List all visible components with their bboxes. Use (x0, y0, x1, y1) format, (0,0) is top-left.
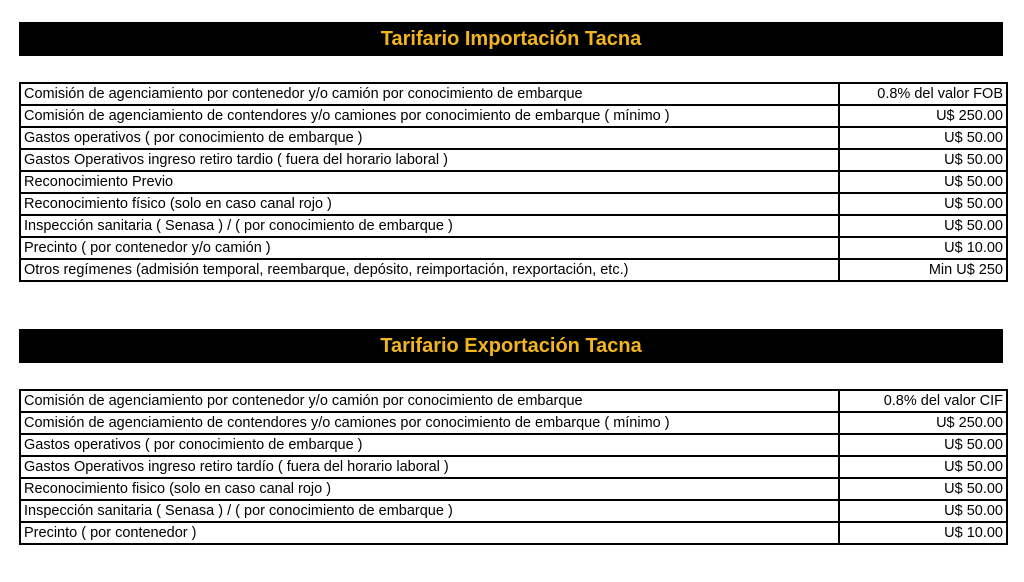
table-row (20, 412, 1007, 434)
row-description: Precinto ( por contenedor y/o camión ) (20, 237, 839, 259)
row-price: U$ 50.00 (839, 171, 1007, 193)
row-description: Comisión de agenciamiento de contendores y/o camiones por conocimiento de embarque ( mínimo ) (20, 105, 839, 127)
table-row (20, 390, 1007, 412)
row-price: U$ 250.00 (839, 412, 1007, 434)
row-price: U$ 50.00 (839, 215, 1007, 237)
table-row (20, 215, 1007, 237)
row-description: Gastos operativos ( por conocimiento de embarque ) (20, 434, 839, 456)
import-tariff-table (19, 82, 1008, 282)
export-tariff-table (19, 389, 1008, 545)
import-title: Tarifario Importación Tacna (380, 27, 642, 50)
row-description: Otros regímenes (admisión temporal, reembarque, depósito, reimportación, rexportación, etc.) (20, 259, 839, 281)
row-price: U$ 250.00 (839, 105, 1007, 127)
row-description: Reconocimiento fisico (solo en caso canal rojo ) (20, 478, 839, 500)
import-title-banner (19, 22, 1003, 56)
table-row (20, 434, 1007, 456)
table-row (20, 237, 1007, 259)
row-price: U$ 10.00 (839, 522, 1007, 544)
table-row (20, 83, 1007, 105)
row-description: Precinto ( por contenedor ) (20, 522, 839, 544)
export-title: Tarifario Exportación Tacna (380, 334, 642, 357)
table-row (20, 500, 1007, 522)
table-row (20, 522, 1007, 544)
table-row (20, 193, 1007, 215)
table-row (20, 149, 1007, 171)
table-row (20, 171, 1007, 193)
row-price: Min U$ 250 (839, 259, 1007, 281)
row-description: Comisión de agenciamiento por contenedor y/o camión por conocimiento de embarque (20, 83, 839, 105)
row-price: U$ 50.00 (839, 434, 1007, 456)
row-description: Reconocimiento Previo (20, 171, 839, 193)
table-row (20, 105, 1007, 127)
table-row (20, 456, 1007, 478)
row-price: U$ 50.00 (839, 149, 1007, 171)
row-price: U$ 10.00 (839, 237, 1007, 259)
row-description: Comisión de agenciamiento de contendores y/o camiones por conocimiento de embarque ( mínimo ) (20, 412, 839, 434)
row-description: Gastos operativos ( por conocimiento de embarque ) (20, 127, 839, 149)
row-description: Gastos Operativos ingreso retiro tardio ( fuera del horario laboral ) (20, 149, 839, 171)
row-price: U$ 50.00 (839, 500, 1007, 522)
row-description: Reconocimiento físico (solo en caso canal rojo ) (20, 193, 839, 215)
row-price: U$ 50.00 (839, 478, 1007, 500)
row-price: U$ 50.00 (839, 193, 1007, 215)
row-description: Inspección sanitaria ( Senasa ) / ( por conocimiento de embarque ) (20, 215, 839, 237)
row-price: 0.8% del valor FOB (839, 83, 1007, 105)
table-row (20, 259, 1007, 281)
row-description: Gastos Operativos ingreso retiro tardío ( fuera del horario laboral ) (20, 456, 839, 478)
export-title-banner (19, 329, 1003, 363)
row-price: U$ 50.00 (839, 456, 1007, 478)
row-price: U$ 50.00 (839, 127, 1007, 149)
row-description: Comisión de agenciamiento por contenedor y/o camión por conocimiento de embarque (20, 390, 839, 412)
table-row (20, 478, 1007, 500)
table-row (20, 127, 1007, 149)
row-price: 0.8% del valor CIF (839, 390, 1007, 412)
row-description: Inspección sanitaria ( Senasa ) / ( por conocimiento de embarque ) (20, 500, 839, 522)
